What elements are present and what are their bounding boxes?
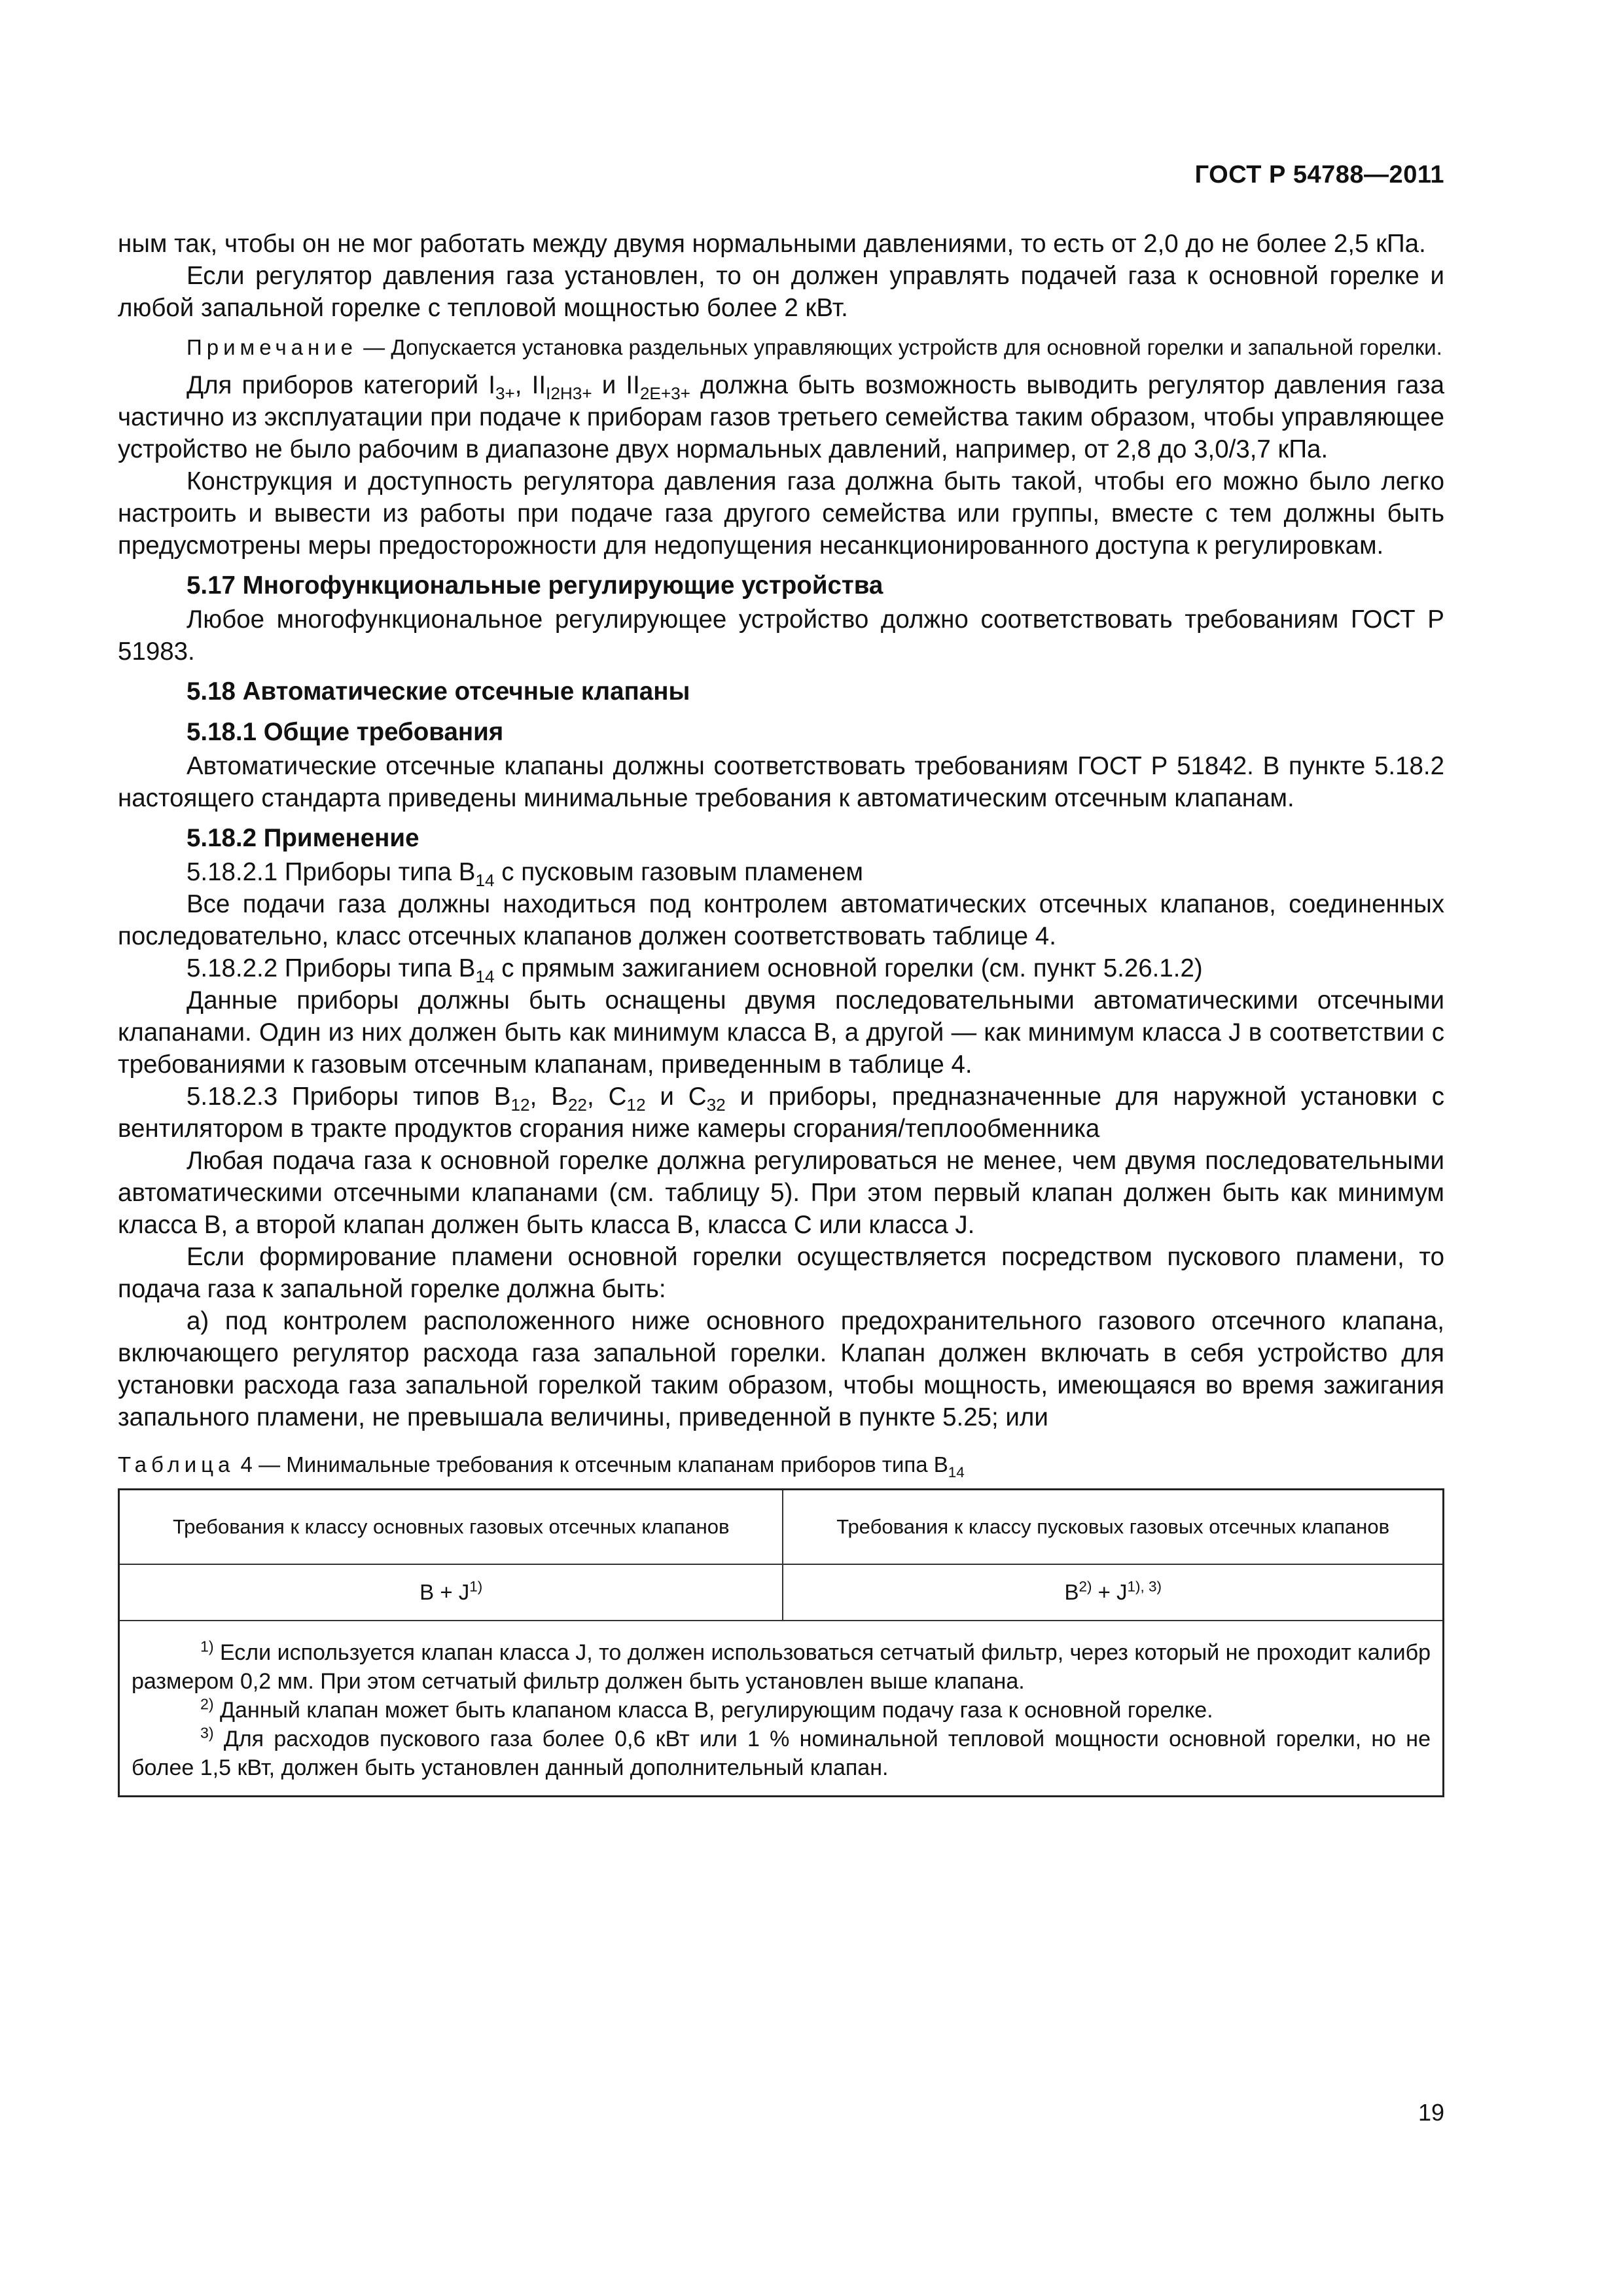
clause-title xyxy=(118,856,1444,891)
section-heading: 5.18 Автоматические отсечные клапаны xyxy=(187,677,690,706)
page-body xyxy=(118,228,1444,1797)
paragraph: ным так, чтобы он не мог работать между двумя нормальными давлениями, то есть от 2,0 до не более 2,5 кПа. xyxy=(118,230,1426,258)
caption-label: Таблица xyxy=(118,1452,235,1477)
text-run: и C xyxy=(645,1083,707,1111)
text-run: с прямым зажиганием основной горелки (см. пункт 5.26.1.2) xyxy=(494,954,1203,982)
text-run: 5.18.2.2 Приборы типа B xyxy=(187,954,476,982)
subsection-heading: 5.18.1 Общие требования xyxy=(187,718,504,746)
cell-text: B + J xyxy=(419,1580,470,1604)
table-header-cell: Требования к классу основных газовых отсечных клапанов xyxy=(119,1490,783,1565)
caption-text: 4 — Минимальные требования к отсечным клапанам приборов типа B xyxy=(234,1452,948,1477)
table-caption xyxy=(118,1450,1444,1479)
footnote-text: Данный клапан может быть клапаном класса B, регулирующим подачу газа к основной горелке. xyxy=(213,1698,1213,1723)
footnote xyxy=(132,1725,1431,1782)
text-run: 5.18.2.1 Приборы типа B xyxy=(187,858,476,886)
cell-text: B xyxy=(1064,1580,1079,1604)
subscript: 14 xyxy=(948,1463,965,1480)
paragraph xyxy=(118,369,1444,465)
table-footnotes xyxy=(119,1621,1444,1797)
footnote xyxy=(132,1638,1431,1696)
text-run: с пусковым газовым пламенем xyxy=(494,858,863,886)
text-run: и приборы, предназначенные для наружной установки с вентилятором в тракте продуктов сгорания ниже камеры сгорания/теплообменника xyxy=(118,1083,1445,1143)
footnote-mark: 3) xyxy=(200,1724,214,1742)
subscript: 2E+3+ xyxy=(639,384,690,404)
subscript: 32 xyxy=(706,1095,726,1115)
table-row xyxy=(119,1564,1444,1621)
subscript: 22 xyxy=(567,1095,587,1115)
footnote xyxy=(132,1696,1431,1725)
text-run: и II xyxy=(592,371,640,399)
table-header-cell: Требования к классу пусковых газовых отсечных клапанов xyxy=(783,1490,1443,1565)
paragraph: Данные приборы должны быть оснащены двумя последовательными автоматическими отсечными клапанами. Один из них должен быть как минимум класса B, а другой — как минимум класса J в соответствии с требованиями к газовым отсечным клапанам, приведенным в таблице 4. xyxy=(118,986,1444,1079)
document-header: ГОСТ Р 54788—2011 xyxy=(1194,161,1444,188)
subsection-heading: 5.18.2 Применение xyxy=(187,824,419,852)
text-run: 5.18.2.3 Приборы типов B xyxy=(187,1083,511,1111)
footnote-ref: 1) xyxy=(469,1578,483,1595)
paragraph: Если формирование пламени основной горелки осуществляется посредством пускового пламени, то подача газа к запальной горелке должна быть: xyxy=(118,1243,1444,1303)
note xyxy=(118,333,1444,361)
requirements-table xyxy=(118,1488,1444,1797)
paragraph: Любая подача газа к основной горелке должна регулироваться не менее, чем двумя последовательными автоматическими отсечными клапанами (см. таблицу 5). При этом первый клапан должен быть как минимум класса B, а второй клапан должен быть класса B, класса C или класса J. xyxy=(118,1147,1444,1239)
subscript: I2H3+ xyxy=(546,384,592,404)
footnote-ref: 2) xyxy=(1079,1578,1092,1595)
section-heading: 5.17 Многофункциональные регулирующие устройства xyxy=(187,571,883,600)
page-number: 19 xyxy=(1418,2099,1444,2126)
table-cell xyxy=(783,1564,1443,1621)
clause-title xyxy=(118,1081,1444,1145)
subscript: 14 xyxy=(475,870,495,891)
footnote-text: Для расходов пускового газа более 0,6 кВт или 1 % номинальной тепловой мощности основной горелки, но не более 1,5 кВт, должен быть установлен данный дополнительный клапан. xyxy=(132,1727,1431,1780)
footnote-mark: 1) xyxy=(200,1638,214,1655)
table-cell xyxy=(119,1564,783,1621)
paragraph: Конструкция и доступность регулятора давления газа должна быть такой, чтобы его можно было легко настроить и вывести из работы при подаче газа другого семейства или группы, вместе с тем должны быть предусмотрены меры предосторожности для недопущения несанкционированного доступа к регулировкам. xyxy=(118,467,1444,560)
text-run: , II xyxy=(514,371,546,399)
note-label: Примечание xyxy=(187,335,358,359)
subscript: 3+ xyxy=(495,384,515,404)
footnote-mark: 2) xyxy=(200,1695,214,1713)
clause-title xyxy=(118,952,1444,987)
paragraph: Автоматические отсечные клапаны должны соответствовать требованиям ГОСТ Р 51842. В пункте 5.18.2 настоящего стандарта приведены минимальные требования к автоматическим отсечным клапанам. xyxy=(118,752,1444,812)
table-header-row xyxy=(119,1490,1444,1565)
subscript: 14 xyxy=(475,967,495,987)
footnote-ref: 1), 3) xyxy=(1127,1578,1162,1595)
subscript: 12 xyxy=(510,1095,530,1115)
paragraph: Если регулятор давления газа установлен, то он должен управлять подачей газа к основной горелке и любой запальной горелке с тепловой мощностью более 2 кВт. xyxy=(118,262,1444,322)
text-run: Для приборов категорий I xyxy=(187,371,495,399)
subscript: 12 xyxy=(626,1095,646,1115)
paragraph: Любое многофункциональное регулирующее устройство должно соответствовать требованиям ГОСТ Р 51983. xyxy=(118,605,1444,666)
note-text: — Допускается установка раздельных управляющих устройств для основной горелки и запальной горелки. xyxy=(357,335,1442,359)
table-footnotes-row xyxy=(119,1621,1444,1797)
text-run: должна быть возможность выводить регулятор давления газа частично из эксплуатации при подаче к приборам газов третьего семейства таким образом, чтобы управляющее устройство не было рабочим в диапазоне двух нормальных давлений, например, от 2,8 до 3,0/3,7 кПа. xyxy=(118,371,1444,463)
footnote-text: Если используется клапан класса J, то должен использоваться сетчатый фильтр, через который не проходит калибр размером 0,2 мм. При этом сетчатый фильтр должен быть установлен выше клапана. xyxy=(132,1640,1431,1694)
text-run: , B xyxy=(529,1083,568,1111)
paragraph: а) под контролем расположенного ниже основного предохранительного газового отсечного клапана, включающего регулятор расхода газа запальной горелки. Клапан должен включать в себя устройство для установки расхода газа запальной горелкой таким образом, чтобы мощность, имеющаяся во время зажигания запального пламени, не превышала величины, приведенной в пункте 5.25; или xyxy=(118,1307,1444,1431)
paragraph: Все подачи газа должны находиться под контролем автоматических отсечных клапанов, соединенных последовательно, класс отсечных клапанов должен соответствовать таблице 4. xyxy=(118,890,1444,950)
cell-text: + J xyxy=(1092,1580,1128,1604)
text-run: , C xyxy=(587,1083,627,1111)
